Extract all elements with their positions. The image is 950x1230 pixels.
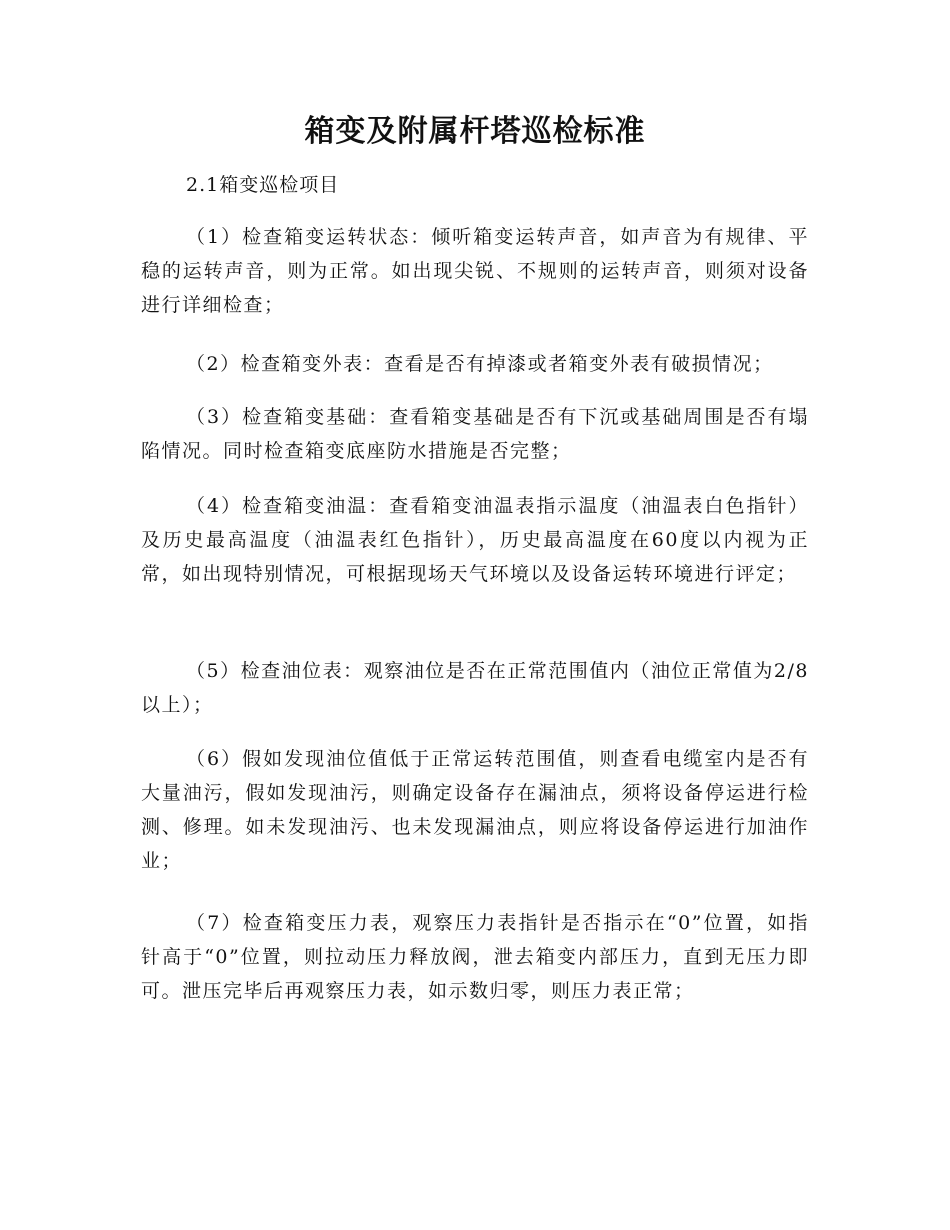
paragraph-2: （2）检查箱变外表：查看是否有掉漆或者箱变外表有破损情况； [186,353,774,375]
paragraph-1: （1）检查箱变运转状态：倾听箱变运转声音，如声音为有规律、平稳的运转声音，则为正常。如出现尖锐、不规则的运转声音，则须对设备进行详细检查； [141,226,809,316]
paragraph-7: （7）检查箱变压力表，观察压力表指针是否指示在“0”位置，如指针高于“0”位置，则拉动压力释放阀，泄去箱变内部压力，直到无压力即可。泄压完毕后再观察压力表，如示数归零，则压力表正常； [141,912,809,1002]
document-title: 箱变及附属杆塔巡检标准 [304,114,646,149]
section-heading: 2.1箱变巡检项目 [186,174,340,196]
paragraph-4: （4）检查箱变油温：查看箱变油温表指示温度（油温表白色指针）及历史最高温度（油温表红色指针），历史最高温度在60度以内视为正常，如出现特别情况，可根据现场天气环境以及设备运转环境进行评定； [141,495,809,585]
paragraph-6: （6）假如发现油位值低于正常运转范围值，则查看电缆室内是否有大量油污，假如发现油污，则确定设备存在漏油点，须将设备停运进行检测、修理。如未发现油污、也未发现漏油点，则应将设备停运进行加油作业； [141,748,809,872]
paragraph-5: （5）检查油位表：观察油位是否在正常范围值内（油位正常值为2/8以上）； [141,660,809,716]
paragraph-3: （3）检查箱变基础：查看箱变基础是否有下沉或基础周围是否有塌陷情况。同时检查箱变底座防水措施是否完整； [141,406,809,462]
